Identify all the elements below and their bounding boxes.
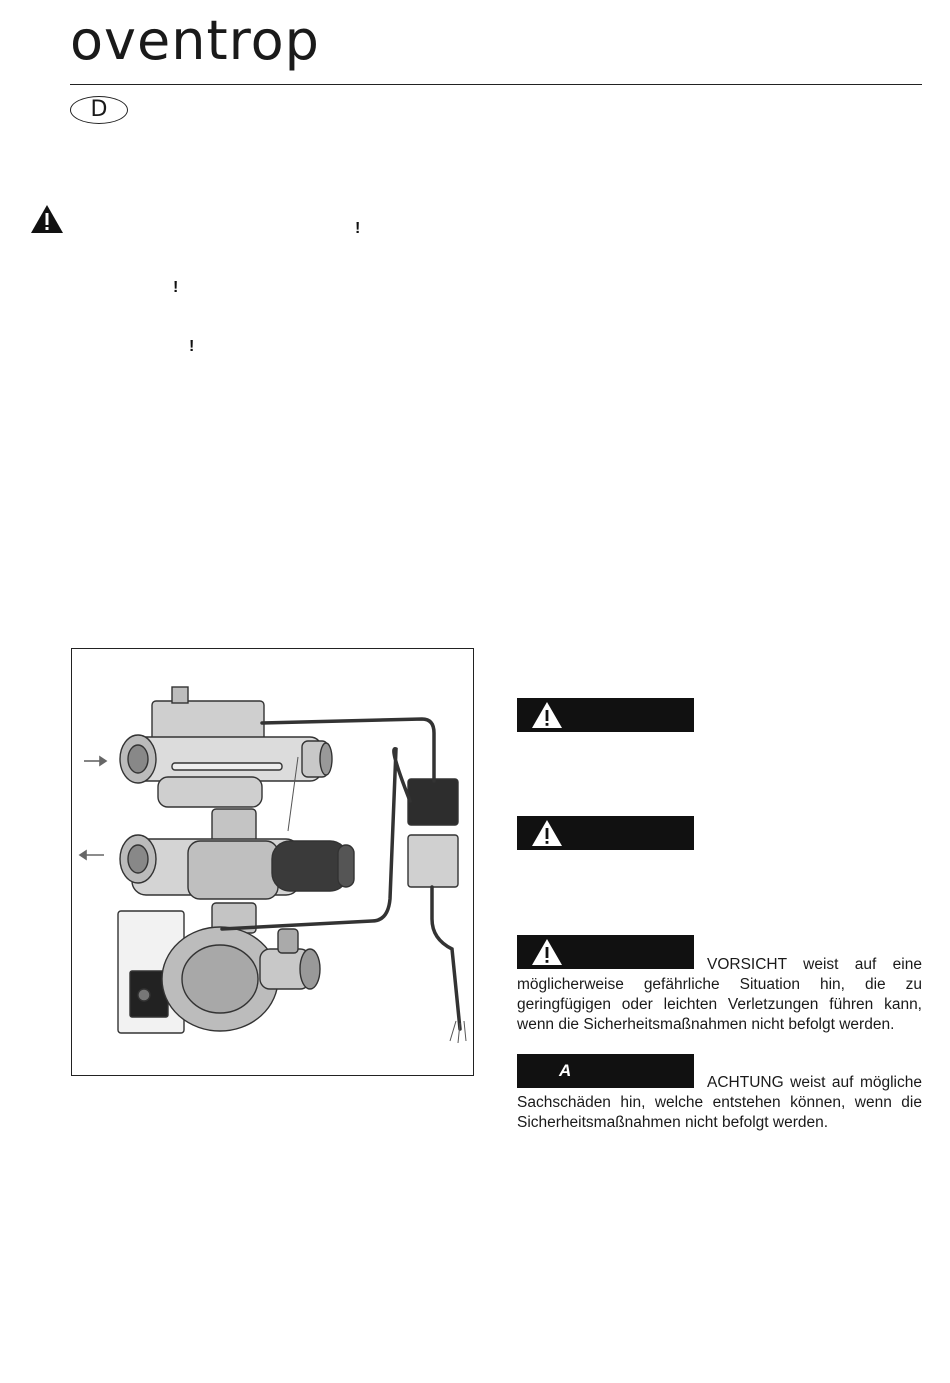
caution-description: VORSICHT weist auf eine möglicherweise gefährliche Situation hin, die zu geringfügigen oder leichten Verletzungen führen kann, wenn die Sicherheitsmaßnahmen nicht befolgt werden. <box>517 956 922 1033</box>
oventrop-logo: oventrop <box>70 9 320 72</box>
warning-triangle-icon <box>30 204 64 234</box>
warning-triangle-icon <box>531 701 563 729</box>
language-badge: D <box>70 96 128 124</box>
notice-symbol: A <box>559 1061 572 1080</box>
danger-signal-bar <box>517 698 694 732</box>
header-divider <box>70 84 922 85</box>
pump-station-drawing <box>72 649 473 1075</box>
product-illustration <box>71 648 474 1076</box>
notice-description: ACHTUNG weist auf mögliche Sachschäden hin, welche entstehen können, wenn die Sicherheitsmaßnahmen nicht befolgt werden. <box>517 1074 922 1131</box>
warning-signal-bar <box>517 816 694 850</box>
exclamation-mark-3: ! <box>189 338 195 355</box>
exclamation-mark-2: ! <box>173 279 179 296</box>
warning-triangle-icon <box>531 819 563 847</box>
exclamation-mark-1: ! <box>355 220 361 237</box>
